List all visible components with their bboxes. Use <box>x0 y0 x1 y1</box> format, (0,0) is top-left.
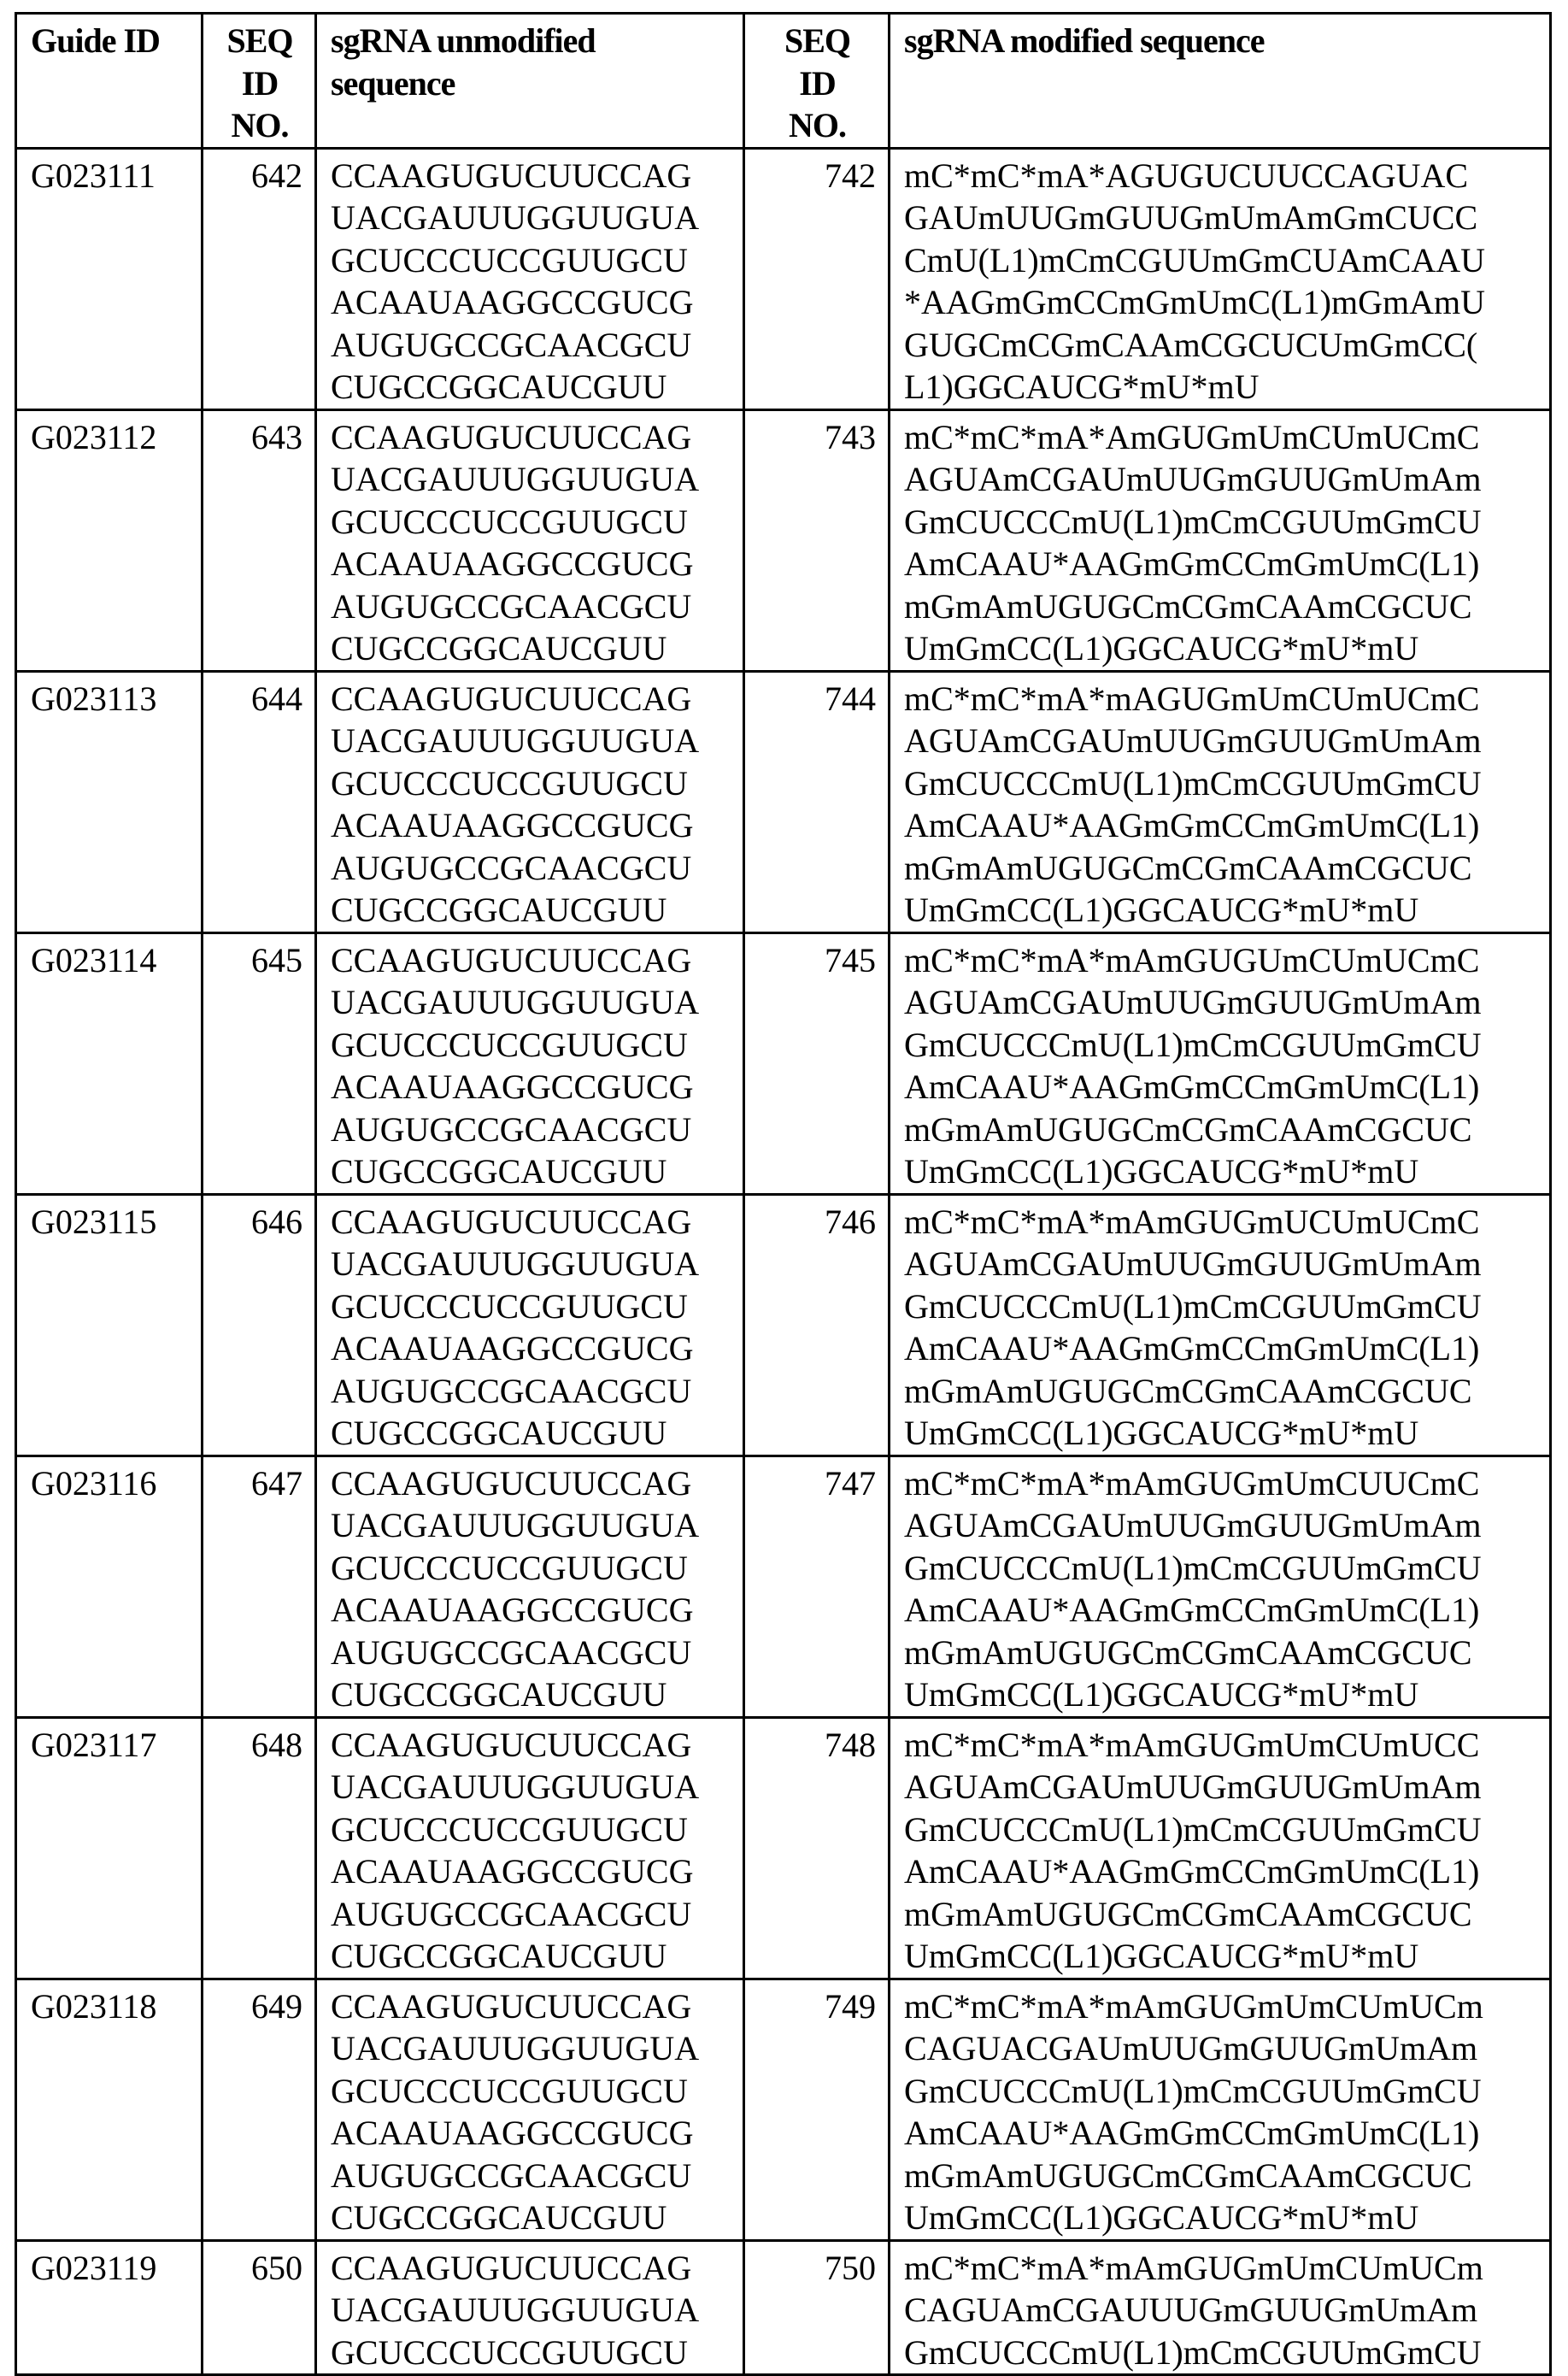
guide-id-cell: G023111 <box>16 148 203 409</box>
sequence-line: GmCUCCCmU(L1)mCmCGUUmGmCU <box>904 501 1537 544</box>
sequence-line: GCUCCCUCCGUUGCU <box>331 239 731 282</box>
sequence-line: ACAAUAAGGCCGUCG <box>331 1066 731 1109</box>
header-text: NO. <box>759 104 876 147</box>
sequence-line: AmCAAU*AAGmGmCCmGmUmC(L1) <box>904 543 1537 585</box>
sequence-line: mC*mC*mA*mAmGUGUmCUmUCmC <box>904 939 1537 982</box>
seq-id-unmodified-cell: 648 <box>203 1717 316 1979</box>
guide-id-cell: G023113 <box>16 671 203 932</box>
sequence-line: UACGAUUUGGUUGUA <box>331 2027 731 2070</box>
sequence-line: GCUCCCUCCGUUGCU <box>331 1285 731 1328</box>
sequence-line: mGmAmUGUGCmCGmCAAmCGCUC <box>904 1632 1537 1674</box>
table-row <box>16 148 1551 409</box>
sequence-line: GmCUCCCmU(L1)mCmCGUUmGmCU <box>904 2070 1537 2113</box>
modified-sequence-cell <box>890 671 1551 932</box>
sequence-line: GmCUCCCmU(L1)mCmCGUUmGmCU <box>904 2332 1537 2374</box>
sequence-line: AGUAmCGAUmUUGmGUUGmUmAm <box>904 720 1537 762</box>
sequence-line: AGUAmCGAUmUUGmGUUGmUmAm <box>904 1504 1537 1547</box>
sequence-line: UACGAUUUGGUUGUA <box>331 197 731 239</box>
modified-sequence-cell <box>890 1456 1551 1717</box>
seq-id-unmodified-cell: 643 <box>203 409 316 671</box>
sequence-line: UmGmCC(L1)GGCAUCG*mU*mU <box>904 889 1537 932</box>
sequence-line: AmCAAU*AAGmGmCCmGmUmC(L1) <box>904 1850 1537 1893</box>
sequence-line: mC*mC*mA*mAmGUGmUCUmUCmC <box>904 1201 1537 1244</box>
unmodified-sequence-cell <box>316 148 744 409</box>
sequence-line: CAGUAmCGAUUUGmGUUGmUmAm <box>904 2289 1537 2332</box>
sequence-line: mC*mC*mA*AGUGUCUUCCAGUAC <box>904 155 1537 197</box>
sequence-line: CUGCCGGCAUCGUU <box>331 1150 731 1193</box>
unmodified-sequence-cell <box>316 671 744 932</box>
table-row <box>16 671 1551 932</box>
header-text: SEQ <box>759 20 876 62</box>
sequence-line: CCAAGUGUCUUCCAG <box>331 1985 731 2028</box>
sequence-line: CCAAGUGUCUUCCAG <box>331 1724 731 1767</box>
seq-id-unmodified-cell: 647 <box>203 1456 316 1717</box>
sequence-line: ACAAUAAGGCCGUCG <box>331 804 731 847</box>
sequence-line: ACAAUAAGGCCGUCG <box>331 281 731 324</box>
sequence-line: mC*mC*mA*mAmGUGmUmCUUCmC <box>904 1462 1537 1505</box>
modified-sequence-cell <box>890 148 1551 409</box>
seq-id-modified-cell: 742 <box>744 148 890 409</box>
sequence-line: GUGCmCGmCAAmCGCUCUmGmCC( <box>904 324 1537 367</box>
sequence-line: AGUAmCGAUmUUGmGUUGmUmAm <box>904 981 1537 1024</box>
header-guide-id: Guide ID <box>16 14 203 149</box>
header-modified-sequence: sgRNA modified sequence <box>890 14 1551 149</box>
sequence-line: UmGmCC(L1)GGCAUCG*mU*mU <box>904 1412 1537 1455</box>
modified-sequence-cell <box>890 409 1551 671</box>
table-row <box>16 409 1551 671</box>
sequence-line: GCUCCCUCCGUUGCU <box>331 501 731 544</box>
sequence-line: GmCUCCCmU(L1)mCmCGUUmGmCU <box>904 1285 1537 1328</box>
sequence-line: CUGCCGGCAUCGUU <box>331 889 731 932</box>
sequence-line: GmCUCCCmU(L1)mCmCGUUmGmCU <box>904 762 1537 805</box>
sequence-line: UACGAUUUGGUUGUA <box>331 2289 731 2332</box>
table-body <box>16 148 1551 2375</box>
sequence-line: AmCAAU*AAGmGmCCmGmUmC(L1) <box>904 1327 1537 1370</box>
unmodified-sequence-cell <box>316 1717 744 1979</box>
modified-sequence-cell <box>890 2240 1551 2375</box>
sequence-line: L1)GGCAUCG*mU*mU <box>904 366 1537 409</box>
sequence-line: AmCAAU*AAGmGmCCmGmUmC(L1) <box>904 1066 1537 1109</box>
unmodified-sequence-cell <box>316 932 744 1194</box>
sequence-line: CUGCCGGCAUCGUU <box>331 627 731 670</box>
table-header-row <box>16 14 1551 149</box>
sequence-line: UmGmCC(L1)GGCAUCG*mU*mU <box>904 627 1537 670</box>
sequence-line: AUGUGCCGCAACGCU <box>331 1893 731 1936</box>
guide-id-cell: G023116 <box>16 1456 203 1717</box>
table-row <box>16 1194 1551 1456</box>
sequence-line: mGmAmUGUGCmCGmCAAmCGCUC <box>904 1109 1537 1151</box>
modified-sequence-cell <box>890 932 1551 1194</box>
sequence-line: mC*mC*mA*mAmGUGmUmCUmUCm <box>904 1985 1537 2028</box>
guide-id-cell: G023114 <box>16 932 203 1194</box>
sequence-line: GCUCCCUCCGUUGCU <box>331 1547 731 1590</box>
sequence-line: CAGUACGAUmUUGmGUUGmUmAm <box>904 2027 1537 2070</box>
sequence-line: GCUCCCUCCGUUGCU <box>331 1808 731 1851</box>
sequence-line: *AAGmGmCCmGmUmC(L1)mGmAmU <box>904 281 1537 324</box>
seq-id-unmodified-cell: 645 <box>203 932 316 1194</box>
sequence-line: UACGAUUUGGUUGUA <box>331 981 731 1024</box>
sequence-line: mGmAmUGUGCmCGmCAAmCGCUC <box>904 2155 1537 2197</box>
sequence-line: GCUCCCUCCGUUGCU <box>331 1024 731 1067</box>
table-row <box>16 2240 1551 2375</box>
guide-id-cell: G023119 <box>16 2240 203 2375</box>
sequence-line: AGUAmCGAUmUUGmGUUGmUmAm <box>904 1766 1537 1808</box>
sequence-line: mGmAmUGUGCmCGmCAAmCGCUC <box>904 585 1537 628</box>
sequence-line: AGUAmCGAUmUUGmGUUGmUmAm <box>904 458 1537 501</box>
sequence-line: ACAAUAAGGCCGUCG <box>331 1850 731 1893</box>
sequence-line: CCAAGUGUCUUCCAG <box>331 939 731 982</box>
seq-id-modified-cell: 744 <box>744 671 890 932</box>
sequence-line: AUGUGCCGCAACGCU <box>331 585 731 628</box>
sequence-line: AmCAAU*AAGmGmCCmGmUmC(L1) <box>904 1589 1537 1632</box>
sequence-line: GCUCCCUCCGUUGCU <box>331 762 731 805</box>
seq-id-unmodified-cell: 650 <box>203 2240 316 2375</box>
sequence-line: CCAAGUGUCUUCCAG <box>331 2247 731 2290</box>
seq-id-modified-cell: 748 <box>744 1717 890 1979</box>
sequence-line: CCAAGUGUCUUCCAG <box>331 678 731 720</box>
table-row <box>16 932 1551 1194</box>
sequence-line: UmGmCC(L1)GGCAUCG*mU*mU <box>904 1935 1537 1978</box>
sequence-line: ACAAUAAGGCCGUCG <box>331 1589 731 1632</box>
sequence-line: AGUAmCGAUmUUGmGUUGmUmAm <box>904 1243 1537 1285</box>
sgrna-sequence-table <box>15 12 1552 2376</box>
sequence-line: mGmAmUGUGCmCGmCAAmCGCUC <box>904 1370 1537 1413</box>
sequence-line: AmCAAU*AAGmGmCCmGmUmC(L1) <box>904 2112 1537 2155</box>
guide-id-cell: G023117 <box>16 1717 203 1979</box>
sequence-line: CUGCCGGCAUCGUU <box>331 1935 731 1978</box>
sequence-line: CUGCCGGCAUCGUU <box>331 2197 731 2239</box>
sequence-line: UACGAUUUGGUUGUA <box>331 1243 731 1285</box>
sequence-line: AUGUGCCGCAACGCU <box>331 847 731 890</box>
guide-id-cell: G023115 <box>16 1194 203 1456</box>
sequence-line: UACGAUUUGGUUGUA <box>331 1504 731 1547</box>
sequence-line: mGmAmUGUGCmCGmCAAmCGCUC <box>904 847 1537 890</box>
sequence-line: UmGmCC(L1)GGCAUCG*mU*mU <box>904 1150 1537 1193</box>
seq-id-modified-cell: 747 <box>744 1456 890 1717</box>
seq-id-unmodified-cell: 646 <box>203 1194 316 1456</box>
sequence-line: AUGUGCCGCAACGCU <box>331 1370 731 1413</box>
sequence-line: UACGAUUUGGUUGUA <box>331 458 731 501</box>
sequence-line: AUGUGCCGCAACGCU <box>331 1109 731 1151</box>
seq-id-modified-cell: 745 <box>744 932 890 1194</box>
sequence-line: GmCUCCCmU(L1)mCmCGUUmGmCU <box>904 1808 1537 1851</box>
sequence-line: mGmAmUGUGCmCGmCAAmCGCUC <box>904 1893 1537 1936</box>
seq-id-modified-cell: 743 <box>744 409 890 671</box>
sequence-line: CmU(L1)mCmCGUUmGmCUAmCAAU <box>904 239 1537 282</box>
unmodified-sequence-cell <box>316 1979 744 2240</box>
header-text: ID <box>217 62 302 105</box>
sequence-line: CCAAGUGUCUUCCAG <box>331 416 731 459</box>
sequence-line: GmCUCCCmU(L1)mCmCGUUmGmCU <box>904 1024 1537 1067</box>
table-row <box>16 1717 1551 1979</box>
sequence-line: AUGUGCCGCAACGCU <box>331 1632 731 1674</box>
header-seq-id-modified <box>744 14 890 149</box>
modified-sequence-cell <box>890 1979 1551 2240</box>
sequence-line: CUGCCGGCAUCGUU <box>331 366 731 409</box>
sequence-line: UACGAUUUGGUUGUA <box>331 1766 731 1808</box>
guide-id-cell: G023118 <box>16 1979 203 2240</box>
seq-id-unmodified-cell: 644 <box>203 671 316 932</box>
unmodified-sequence-cell <box>316 409 744 671</box>
sequence-line: ACAAUAAGGCCGUCG <box>331 2112 731 2155</box>
sequence-line: CUGCCGGCAUCGUU <box>331 1673 731 1716</box>
header-text: ID <box>759 62 876 105</box>
seq-id-unmodified-cell: 649 <box>203 1979 316 2240</box>
header-text: SEQ <box>217 20 302 62</box>
sequence-line: AUGUGCCGCAACGCU <box>331 2155 731 2197</box>
sequence-line: AmCAAU*AAGmGmCCmGmUmC(L1) <box>904 804 1537 847</box>
header-unmodified-sequence: sgRNA unmodified sequence <box>316 14 744 149</box>
sequence-line: GAUmUUGmGUUGmUmAmGmCUCC <box>904 197 1537 239</box>
header-text: NO. <box>217 104 302 147</box>
sequence-line: mC*mC*mA*mAmGUGmUmCUmUCC <box>904 1724 1537 1767</box>
sequence-line: UmGmCC(L1)GGCAUCG*mU*mU <box>904 2197 1537 2239</box>
sequence-line: ACAAUAAGGCCGUCG <box>331 1327 731 1370</box>
sequence-line: CCAAGUGUCUUCCAG <box>331 1462 731 1505</box>
sequence-line: ACAAUAAGGCCGUCG <box>331 543 731 585</box>
seq-id-unmodified-cell: 642 <box>203 148 316 409</box>
sequence-line: mC*mC*mA*mAGUGmUmCUmUCmC <box>904 678 1537 720</box>
table-row <box>16 1979 1551 2240</box>
seq-id-modified-cell: 750 <box>744 2240 890 2375</box>
table-row <box>16 1456 1551 1717</box>
modified-sequence-cell <box>890 1717 1551 1979</box>
sequence-line: CCAAGUGUCUUCCAG <box>331 155 731 197</box>
sequence-line: mC*mC*mA*AmGUGmUmCUmUCmC <box>904 416 1537 459</box>
sequence-line: UACGAUUUGGUUGUA <box>331 720 731 762</box>
header-seq-id-unmodified <box>203 14 316 149</box>
sequence-line: AUGUGCCGCAACGCU <box>331 324 731 367</box>
unmodified-sequence-cell <box>316 1194 744 1456</box>
sequence-line: CUGCCGGCAUCGUU <box>331 1412 731 1455</box>
sequence-line: GCUCCCUCCGUUGCU <box>331 2070 731 2113</box>
unmodified-sequence-cell <box>316 1456 744 1717</box>
guide-id-cell: G023112 <box>16 409 203 671</box>
seq-id-modified-cell: 749 <box>744 1979 890 2240</box>
modified-sequence-cell <box>890 1194 1551 1456</box>
sequence-line: UmGmCC(L1)GGCAUCG*mU*mU <box>904 1673 1537 1716</box>
sequence-line: GmCUCCCmU(L1)mCmCGUUmGmCU <box>904 1547 1537 1590</box>
seq-id-modified-cell: 746 <box>744 1194 890 1456</box>
sequence-line: mC*mC*mA*mAmGUGmUmCUmUCm <box>904 2247 1537 2290</box>
unmodified-sequence-cell <box>316 2240 744 2375</box>
sequence-line: GCUCCCUCCGUUGCU <box>331 2332 731 2374</box>
sequence-line: CCAAGUGUCUUCCAG <box>331 1201 731 1244</box>
